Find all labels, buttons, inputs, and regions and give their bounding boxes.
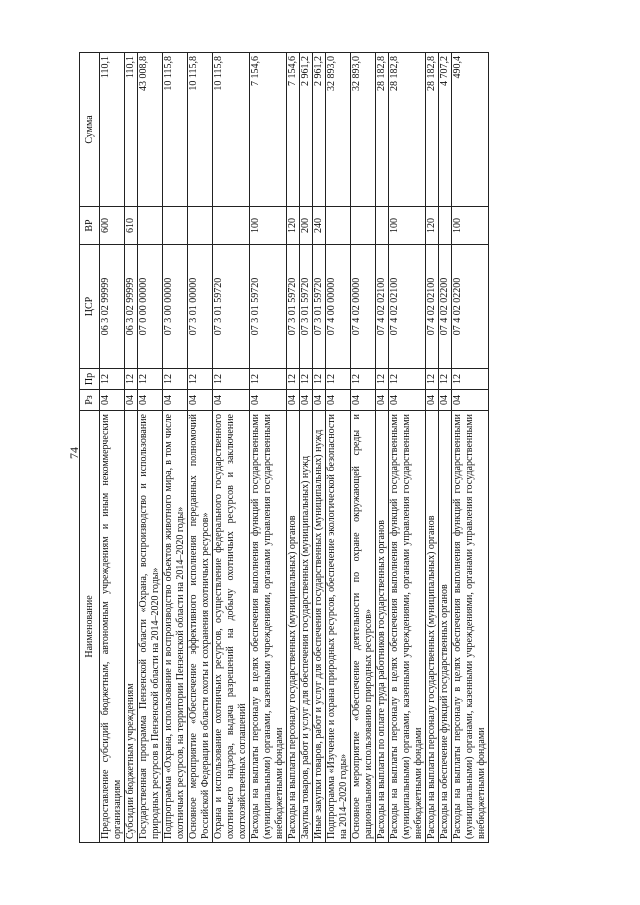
cell-csr: 07 4 02 02200 [439,245,452,369]
cell-name: Расходы на выплаты персоналу государственных (муниципальных) органов [426,411,439,843]
cell-vr: 100 [452,207,489,245]
cell-rz: 04 [313,390,326,411]
cell-pr: 12 [351,369,376,390]
cell-vr [439,207,452,245]
cell-csr: 07 4 02 02100 [426,245,439,369]
cell-rz: 04 [376,390,389,411]
cell-pr: 12 [389,369,426,390]
cell-vr: 100 [250,207,287,245]
cell-sum: 28 182,8 [426,53,439,207]
cell-vr: 120 [426,207,439,245]
header-sum: Сумма [80,53,100,207]
cell-sum: 490,4 [452,53,489,207]
table-row [213,53,250,843]
cell-rz: 04 [439,390,452,411]
table-row [250,53,287,843]
cell-rz: 04 [287,390,300,411]
cell-csr: 07 3 01 59720 [250,245,287,369]
budget-table [79,52,489,843]
cell-vr [138,207,163,245]
header-rz: Рз [80,390,100,411]
table-row [188,53,213,843]
cell-rz: 04 [452,390,489,411]
cell-pr: 12 [250,369,287,390]
cell-rz: 04 [250,390,287,411]
cell-csr: 07 4 02 00000 [351,245,376,369]
cell-sum: 110,1 [125,53,138,207]
table-row [287,53,300,843]
page-number: 74 [67,447,81,459]
cell-csr: 07 4 02 02100 [389,245,426,369]
cell-pr: 12 [452,369,489,390]
cell-pr: 12 [426,369,439,390]
table-row [326,53,351,843]
cell-sum: 2 961,2 [313,53,326,207]
cell-pr: 12 [287,369,300,390]
table-row [452,53,489,843]
table-row [100,53,125,843]
cell-rz: 04 [188,390,213,411]
cell-name: Расходы на выплаты персоналу в целях обеспечения выполнения функций государственными (муниципальными) органами, казенными учреждениями, органами управления государственными внебюджетными фондами [389,411,426,843]
cell-name: Основное мероприятие «Обеспечение эффективного исполнения переданных полномочий Российской Федерации в области охоты и сохранения охотничьих ресурсов» [188,411,213,843]
cell-vr: 200 [300,207,313,245]
cell-vr: 100 [389,207,426,245]
cell-rz: 04 [163,390,188,411]
cell-sum: 10 115,8 [188,53,213,207]
cell-csr: 07 3 00 00000 [163,245,188,369]
cell-sum: 4 707,2 [439,53,452,207]
cell-pr: 12 [326,369,351,390]
cell-pr: 12 [100,369,125,390]
cell-sum: 110,1 [100,53,125,207]
cell-pr: 12 [439,369,452,390]
cell-pr: 12 [125,369,138,390]
cell-csr: 07 0 00 00000 [138,245,163,369]
table-row [313,53,326,843]
cell-name: Расходы на выплаты персоналу в целях обеспечения выполнения функций государственными (муниципальными) органами, казенными учреждениями, органами управления государственными внебюджетными фондами [452,411,489,843]
cell-name: Расходы на выплаты персоналу в целях обеспечения выполнения функций государственными (муниципальными) органами, казенными учреждениями, органами управления государственными внебюджетными фондами [250,411,287,843]
cell-name: Закупка товаров, работ и услуг для обеспечения государственных (муниципальных) нужд [300,411,313,843]
header-csr: ЦСР [80,245,100,369]
cell-rz: 04 [426,390,439,411]
cell-rz: 04 [100,390,125,411]
cell-csr: 07 4 02 02100 [376,245,389,369]
cell-csr: 07 3 01 59720 [313,245,326,369]
cell-vr: 610 [125,207,138,245]
cell-sum: 10 115,8 [163,53,188,207]
table-row [426,53,439,843]
cell-vr: 240 [313,207,326,245]
cell-vr: 600 [100,207,125,245]
cell-vr [326,207,351,245]
cell-name: Расходы на выплаты по оплате труда работников государственных органов [376,411,389,843]
cell-sum: 28 182,8 [376,53,389,207]
cell-csr: 07 3 01 59720 [287,245,300,369]
cell-rz: 04 [326,390,351,411]
cell-name: Иные закупки товаров, работ и услуг для обеспечения государственных (муниципальных) нужд [313,411,326,843]
cell-name: Основное мероприятие «Обеспечение деятельности по охране окружающей среды и рациональному использованию природных ресурсов» [351,411,376,843]
cell-pr: 12 [163,369,188,390]
cell-sum: 32 893,0 [351,53,376,207]
cell-csr: 07 4 00 00000 [326,245,351,369]
cell-pr: 12 [376,369,389,390]
table-row [163,53,188,843]
cell-name: Подпрограмма «Охрана, использование и воспроизводство объектов животного мира, в том числе охотничьих ресурсов, на территории Пензенской области на 2014–2020 годы» [163,411,188,843]
cell-pr: 12 [300,369,313,390]
cell-vr [351,207,376,245]
header-pr: Пр [80,369,100,390]
cell-vr [188,207,213,245]
cell-sum: 32 893,0 [326,53,351,207]
cell-csr: 07 3 01 00000 [188,245,213,369]
cell-pr: 12 [138,369,163,390]
header-vr: ВР [80,207,100,245]
cell-csr: 06 3 02 99999 [100,245,125,369]
cell-csr: 07 3 01 59720 [213,245,250,369]
table-row [376,53,389,843]
cell-name: Субсидии бюджетным учреждениям [125,411,138,843]
cell-sum: 28 182,8 [389,53,426,207]
cell-rz: 04 [125,390,138,411]
table-header-row [80,53,100,843]
cell-name: Расходы на обеспечение функций государственных органов [439,411,452,843]
table-row [351,53,376,843]
cell-name: Государственная программа Пензенской области «Охрана, воспроизводство и использование природных ресурсов в Пензенской области на 2014–2020 годы» [138,411,163,843]
cell-csr: 07 3 01 59720 [300,245,313,369]
cell-rz: 04 [138,390,163,411]
cell-rz: 04 [351,390,376,411]
cell-name: Подпрограмма «Изучение и охрана природных ресурсов, обеспечение экологической безопасности на 2014–2020 годы» [326,411,351,843]
cell-vr [376,207,389,245]
table-row [439,53,452,843]
cell-sum: 10 115,8 [213,53,250,207]
cell-pr: 12 [188,369,213,390]
cell-sum: 43 008,8 [138,53,163,207]
cell-rz: 04 [300,390,313,411]
cell-vr [163,207,188,245]
cell-sum: 2 961,2 [300,53,313,207]
cell-name: Предоставление субсидий бюджетным, автономным учреждениям и иным некоммерческим организациям [100,411,125,843]
table-row [125,53,138,843]
rotated-page-content [79,53,567,843]
cell-name: Охрана и использование охотничьих ресурсов, осуществление федерального государственного охотничьего надзора, выдача разрешений на добычу охотничьих ресурсов и заключение охотхозяйственных соглашений [213,411,250,843]
table-row [300,53,313,843]
cell-vr [213,207,250,245]
cell-vr: 120 [287,207,300,245]
cell-sum: 7 154,6 [287,53,300,207]
cell-rz: 04 [213,390,250,411]
cell-name: Расходы на выплаты персоналу государственных (муниципальных) органов [287,411,300,843]
table-row [389,53,426,843]
cell-rz: 04 [389,390,426,411]
cell-pr: 12 [313,369,326,390]
cell-pr: 12 [213,369,250,390]
cell-csr: 07 4 02 02200 [452,245,489,369]
cell-csr: 06 3 02 99999 [125,245,138,369]
table-row [138,53,163,843]
cell-sum: 7 154,6 [250,53,287,207]
header-name: Наименование [80,411,100,843]
